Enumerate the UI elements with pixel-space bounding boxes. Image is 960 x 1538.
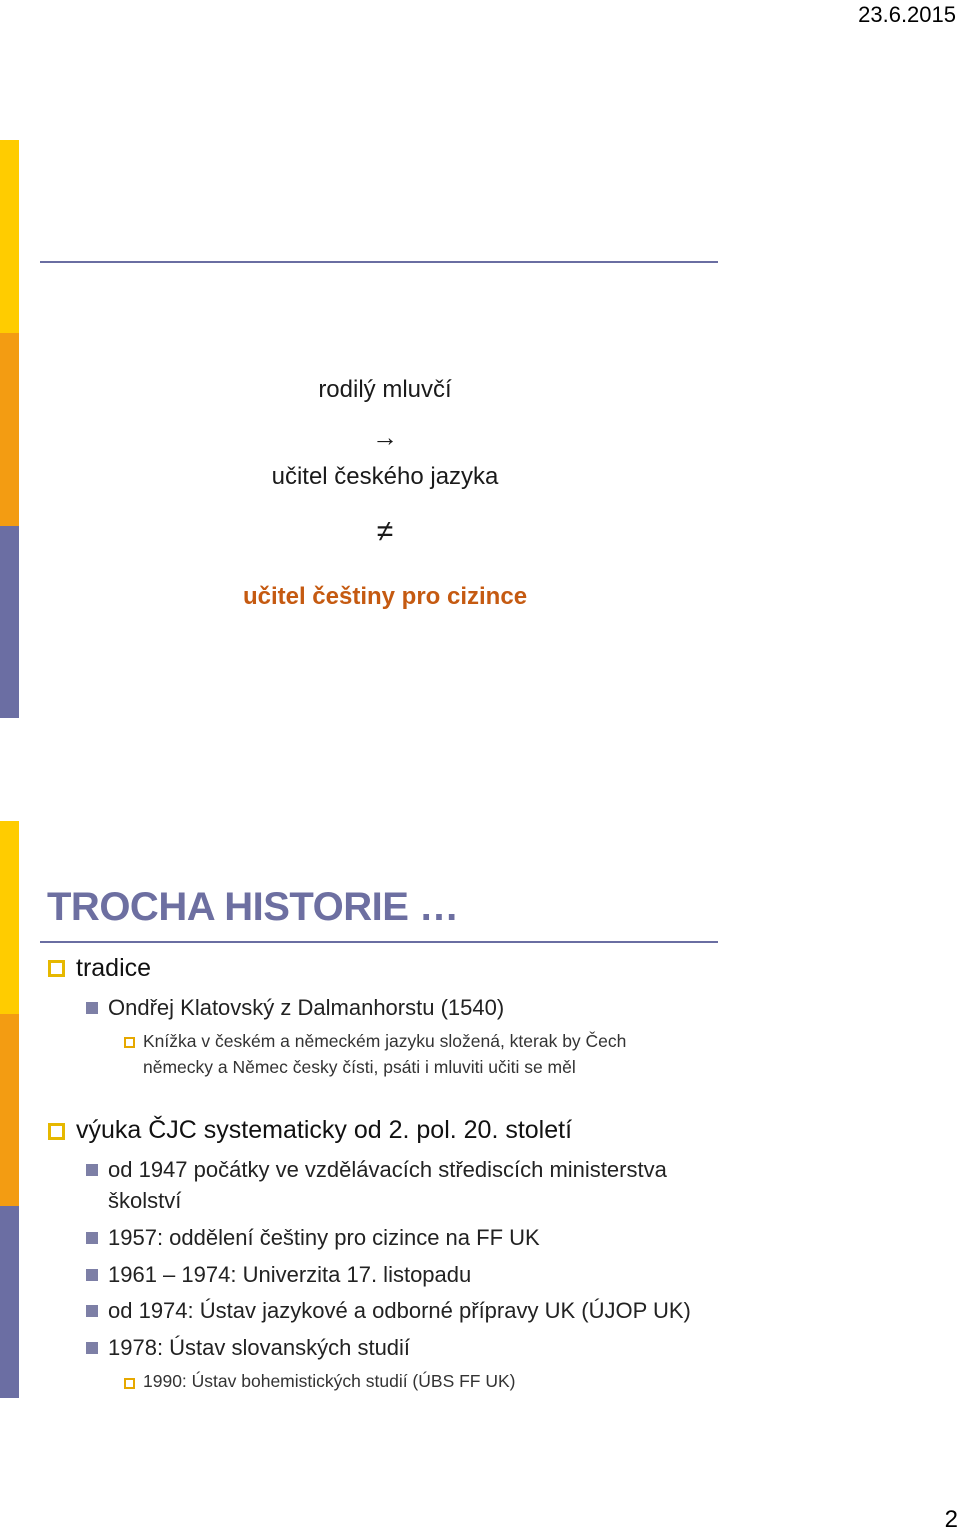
not-equal-symbol: ≠ — [376, 515, 394, 548]
accent-bar-yellow — [0, 140, 19, 333]
list-item: Ondřej Klatovský z Dalmanhorstu (1540) — [108, 995, 505, 1020]
foreign-teacher-text: učitel češtiny pro cizince — [242, 583, 528, 610]
title-divider — [40, 261, 718, 263]
native-speaker-text: rodilý mluvčí — [318, 376, 452, 403]
accent-bar-purple-2 — [0, 1206, 19, 1398]
accent-bar-yellow-2 — [0, 821, 19, 1014]
bullet-icon — [86, 1164, 98, 1176]
bullet-icon — [86, 1232, 98, 1244]
slide-date: 23.6.2015 — [858, 2, 956, 27]
bullet-icon — [86, 1342, 98, 1354]
title-divider-2 — [40, 941, 718, 943]
bullet-icon — [48, 960, 65, 977]
list-item: od 1947 počátky ve vzdělávacích střediscích ministerstva školství — [108, 1157, 667, 1213]
bullet-icon — [86, 1002, 98, 1014]
bullet-icon — [124, 1037, 135, 1048]
page-number: 2 — [944, 1506, 958, 1533]
accent-bar-purple — [0, 526, 19, 718]
bullet-icon — [86, 1269, 98, 1281]
section-heading: výuka ČJC systematicky od 2. pol. 20. století — [76, 1116, 573, 1144]
list-item: 1978: Ústav slovanských studií — [108, 1335, 411, 1360]
slide-title: TROCHA HISTORIE … — [47, 885, 459, 929]
czech-teacher-text: učitel českého jazyka — [271, 463, 499, 490]
section-heading: tradice — [76, 954, 152, 982]
bullet-icon — [48, 1123, 65, 1140]
bullet-icon — [86, 1305, 98, 1317]
accent-bar-orange-2 — [0, 1014, 19, 1206]
list-item: 1961 – 1974: Univerzita 17. listopadu — [108, 1262, 472, 1287]
arrow-symbol: → — [372, 422, 398, 452]
list-item: 1957: oddělení češtiny pro cizince na FF UK — [108, 1225, 540, 1250]
list-item: od 1974: Ústav jazykové a odborné přípravy UK (ÚJOP UK) — [108, 1298, 691, 1323]
list-subitem: Knížka v českém a německém jazyku složená, kterak by Čech německy a Němec česky čísti, psáti i mluviti učiti se měl — [143, 1031, 627, 1077]
list-subitem: 1990: Ústav bohemistických studií (ÚBS FF UK) — [143, 1371, 516, 1391]
bullet-icon — [124, 1378, 135, 1389]
